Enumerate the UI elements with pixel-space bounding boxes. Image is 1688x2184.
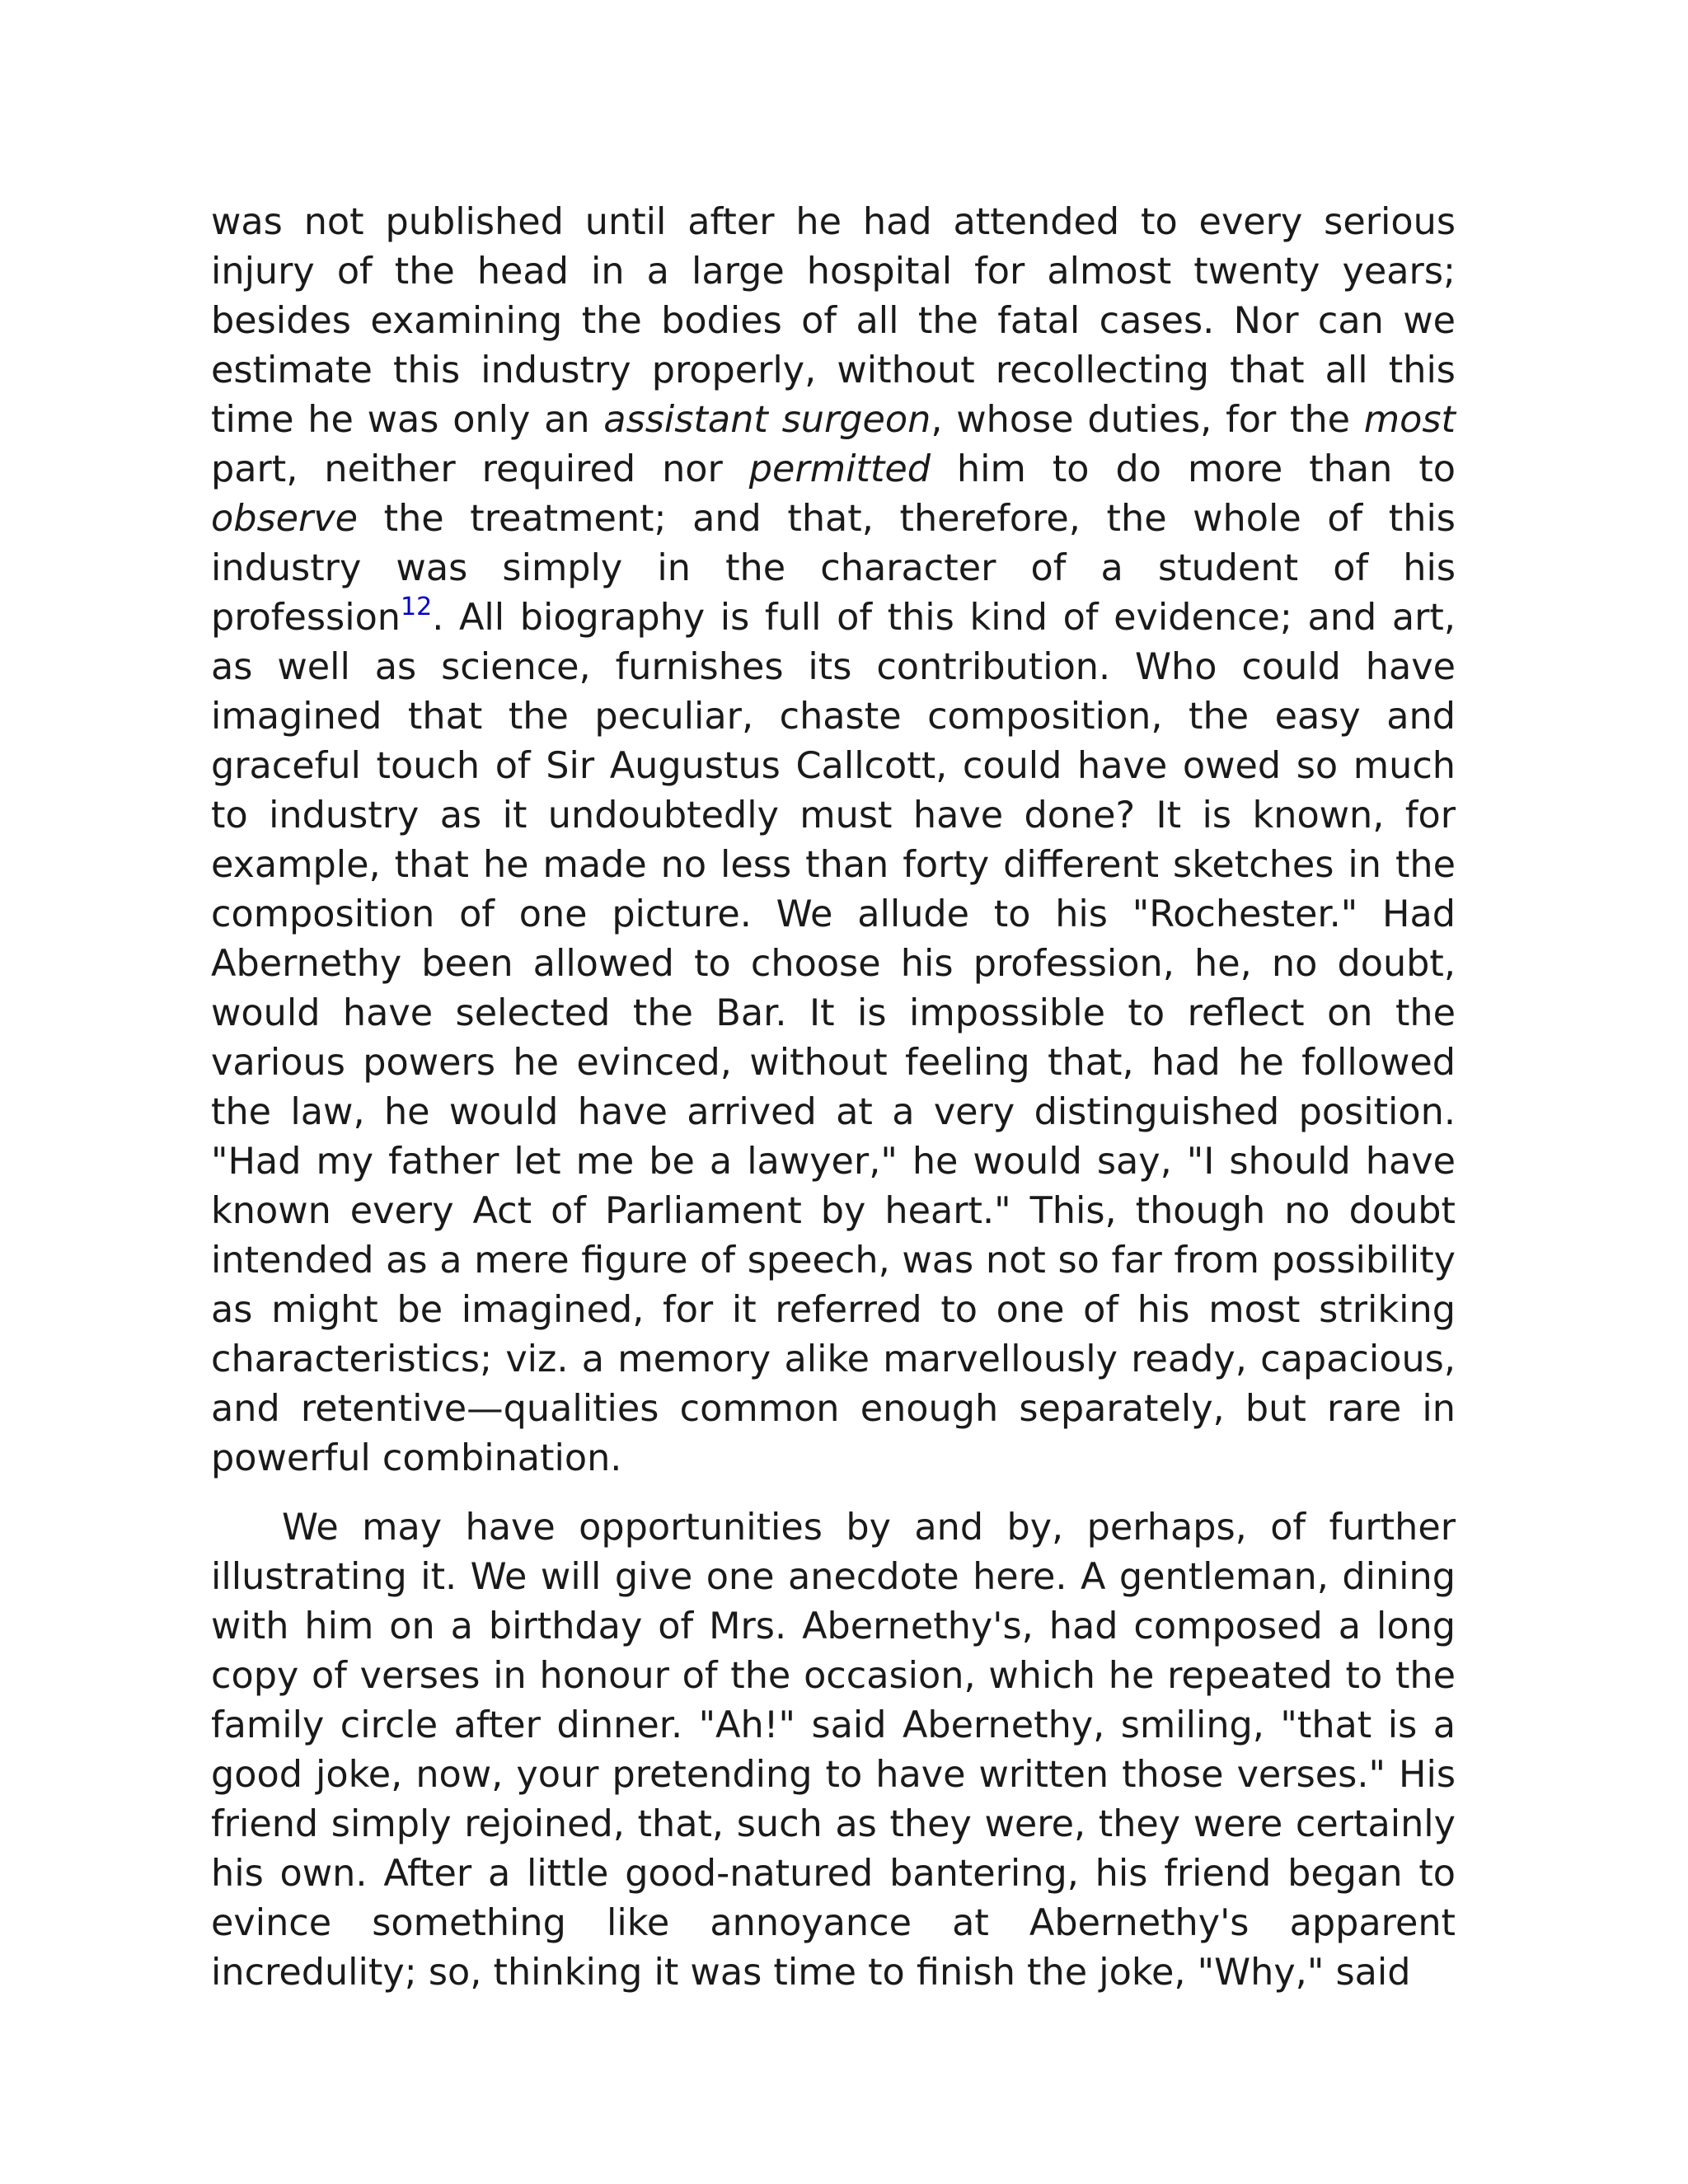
paragraph-1-segment-4: him to do more than to	[930, 448, 1456, 490]
emphasis-most: most	[1363, 399, 1456, 441]
paragraph-1-segment-1: was not published until after he had attended to every serious injury of the head in a large hospital for almost twenty years; besides examining the bodies of all the fatal cases. Nor can we estimate this industry properly, without recollecting that all this time he was only an	[211, 201, 1456, 441]
paragraph-1-segment-6: . All biography is full of this kind of evidence; and art, as well as science, furnishes its contribution. Who could have imagined that the peculiar, chaste composition, the easy and graceful touch of Sir Augustus Callcott, could have owed so much to industry as it undoubtedly must have done? It is known, for example, that he made no less than forty different sketches in the composition of one picture. We allude to his "Rochester." Had Abernethy been allowed to choose his profession, he, no doubt, would have selected the Bar. It is impossible to reflect on the various powers he evinced, without feeling that, had he followed the law, he would have arrived at a very distinguished position. "Had my father let me be a lawyer," he would say, "I should have known every Act of Parliament by heart." This, though no doubt intended as a mere figure of speech, was not so far from possibility as might be imagined, for it referred to one of his most striking characteristics; viz. a memory alike marvellously ready, capacious, and retentive—qualities common enough separately, but rare in powerful combination.	[211, 597, 1456, 1479]
paragraph-1-segment-5: the treatment; and that, therefore, the whole of this industry was simply in the character of a student of his profession	[211, 498, 1456, 639]
paragraph-2: We may have opportunities by and by, perhaps, of further illustrating it. We will give one anecdote here. A gentleman, dining with him on a birthday of Mrs. Abernethy's, had composed a long copy of verses in honour of the occasion, which he repeated to the family circle after dinner. "Ah!" said Abernethy, smiling, "that is a good joke, now, your pretending to have written those verses." His friend simply rejoined, that, such as they were, they were certainly his own. After a little good-natured bantering, his friend began to evince something like annoyance at Abernethy's apparent incredulity; so, thinking it was time to finish the joke, "Why," said	[211, 1507, 1456, 1994]
paragraph-1-segment-2: , whose duties, for the	[931, 399, 1364, 441]
paragraph-1	[211, 198, 1456, 1483]
footnote-marker	[401, 593, 432, 621]
emphasis-assistant-surgeon: assistant surgeon	[603, 399, 931, 441]
footnote-link[interactable]: 12	[401, 593, 433, 621]
emphasis-observe: observe	[211, 498, 359, 540]
emphasis-permitted: permitted	[748, 448, 931, 490]
paragraph-1-segment-3: part, neither required nor	[211, 448, 749, 490]
document-page	[211, 198, 1456, 1998]
